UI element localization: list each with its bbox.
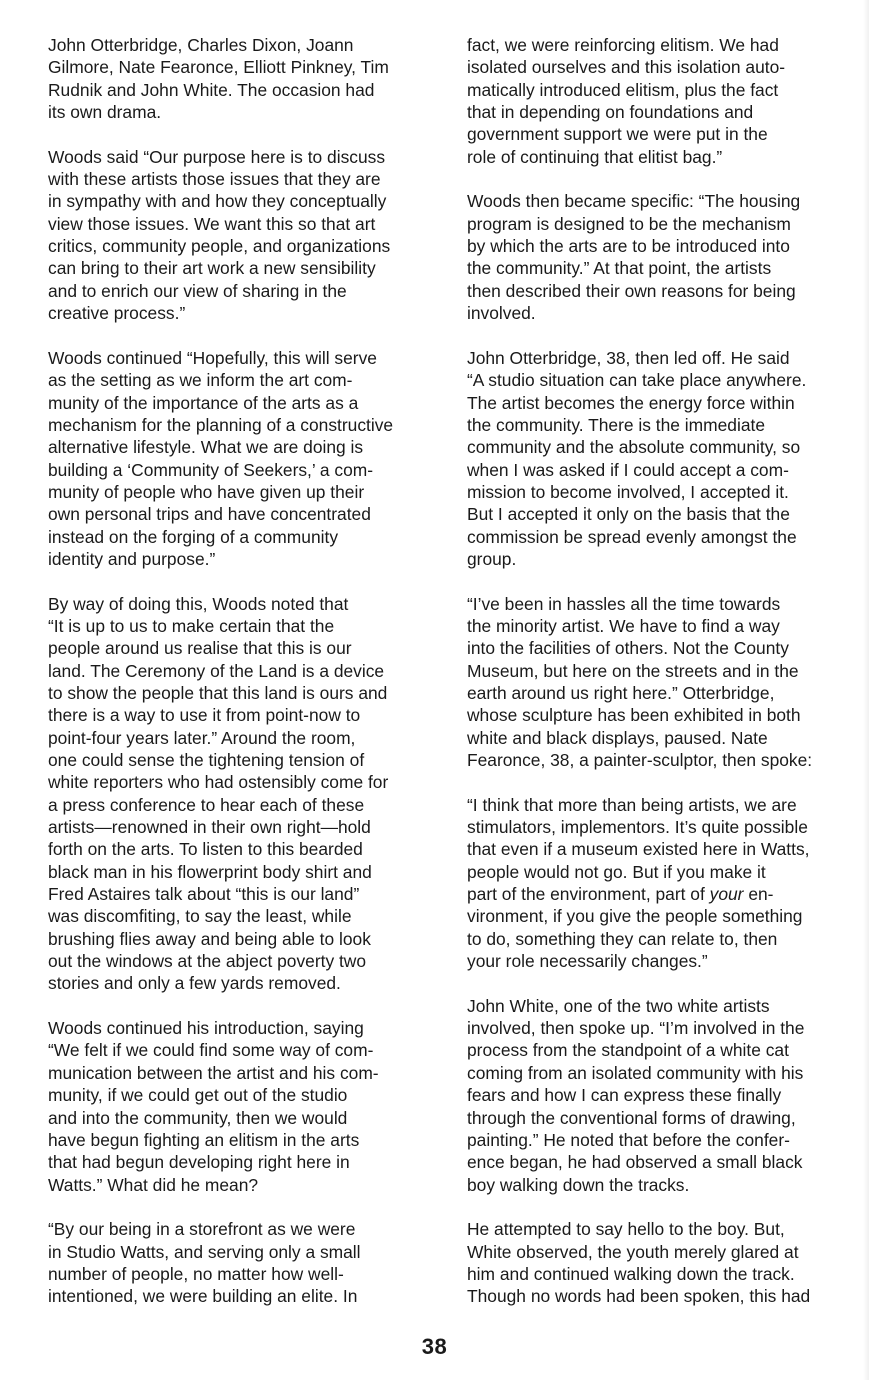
text-line: isolated ourselves and this isolation auto-: [467, 57, 786, 78]
text-line: whose sculpture has been exhibited in both: [467, 705, 801, 726]
paragraph-gap: [48, 123, 438, 145]
text-line: munity, if we could get out of the studio: [48, 1085, 348, 1106]
text-line: Watts.” What did he mean?: [48, 1174, 259, 1195]
text-line: John Otterbridge, 38, then led off. He said: [467, 347, 790, 368]
page-number: 38: [421, 1334, 448, 1359]
text-line: government support we were put in the: [467, 124, 768, 145]
text-line: black man in his flowerprint body shirt and: [48, 861, 372, 882]
text-line: people would not go. But if you make it: [467, 861, 766, 882]
text-line: with these artists those issues that they are: [48, 169, 381, 190]
text-line: fears and how I can express these finally: [467, 1085, 782, 1106]
text-line: that had begun developing right here in: [48, 1152, 350, 1173]
text-line: and to enrich our view of sharing in the: [48, 280, 347, 301]
text-line: brushing flies away and being able to look: [48, 928, 371, 949]
text-line: John White, one of the two white artists: [467, 995, 770, 1016]
text-line: group.: [467, 548, 517, 569]
text-line: have begun fighting an elitism in the arts: [48, 1129, 360, 1150]
text-line: land. The Ceremony of the Land is a device: [48, 660, 385, 681]
text-line: The artist becomes the energy force within: [467, 392, 795, 413]
text-line: out the windows at the abject poverty two: [48, 951, 367, 972]
text-line: “I’ve been in hassles all the time towards: [467, 593, 781, 614]
text-line: as the setting as we inform the art com-: [48, 370, 353, 391]
text-line: program is designed to be the mechanism: [467, 213, 791, 234]
text-line: coming from an isolated community with his: [467, 1062, 804, 1083]
text-line: the community. There is the immediate: [467, 414, 766, 435]
text-line: people around us realise that this is our: [48, 638, 352, 659]
text-line: White observed, the youth merely glared at: [467, 1241, 799, 1262]
text-line: then described their own reasons for being: [467, 280, 796, 301]
text-line: one could sense the tightening tension of: [48, 750, 365, 770]
text-line: By way of doing this, Woods noted that: [48, 593, 349, 614]
text-line: that in depending on foundations and: [467, 102, 754, 123]
text-line: can bring to their art work a new sensibility: [48, 258, 376, 279]
text-line: white and black displays, paused. Nate: [467, 727, 768, 748]
paragraph-gap: [467, 1196, 857, 1218]
text-line: to show the people that this land is ours and: [48, 682, 388, 703]
text-line: Though no words had been spoken, this had: [467, 1286, 811, 1307]
text-line: involved, then spoke up. “I’m involved in the: [467, 1018, 805, 1039]
text-line: in sympathy with and how they conceptually: [48, 191, 387, 212]
text-line: stories and only a few yards removed.: [48, 973, 341, 994]
text-line: “A studio situation can take place anywhere.: [467, 370, 807, 391]
text-line: community and the absolute community, so: [467, 437, 801, 458]
text-line: mission to become involved, I accepted it.: [467, 481, 789, 502]
text-line: Gilmore, Nate Fearonce, Elliott Pinkney, Tim: [48, 57, 389, 78]
paragraph-gap: [48, 324, 438, 346]
text-line: to do, something they can relate to, then: [467, 928, 778, 949]
text-line: But I accepted it only on the basis that the: [467, 504, 790, 525]
text-line: munity of people who have given up their: [48, 481, 365, 502]
text-line: part of the environment, part of your en-: [467, 884, 774, 905]
text-line: white reporters who had ostensibly come for: [48, 772, 389, 793]
text-line: into the facilities of others. Not the County: [467, 638, 789, 659]
text-line: that even if a museum existed here in Watts,: [467, 839, 810, 860]
text-line: process from the standpoint of a white cat: [467, 1040, 789, 1061]
paragraph-gap: [467, 168, 857, 190]
paragraph-gap: [467, 570, 857, 592]
text-line: the community.” At that point, the artists: [467, 258, 772, 279]
text-line: forth on the arts. To listen to this bearded: [48, 839, 363, 860]
text-line: munication between the artist and his com-: [48, 1062, 379, 1083]
text-line: alternative lifestyle. What we are doing is: [48, 437, 364, 458]
text-line: Woods continued his introduction, saying: [48, 1018, 364, 1039]
text-line: role of continuing that elitist bag.”: [467, 146, 723, 167]
paragraph-gap: [48, 570, 438, 592]
text-line: in Studio Watts, and serving only a small: [48, 1241, 361, 1262]
text-line: there is a way to use it from point-now to: [48, 705, 361, 726]
text-line: stimulators, implementors. It’s quite possible: [467, 817, 808, 838]
text-line: Rudnik and John White. The occasion had: [48, 79, 375, 100]
text-line: earth around us right here.” Otterbridge,: [467, 682, 775, 703]
text-line: by which the arts are to be introduced into: [467, 236, 790, 257]
text-line: fact, we were reinforcing elitism. We had: [467, 35, 779, 55]
text-line: creative process.”: [48, 303, 186, 324]
text-line: Woods continued “Hopefully, this will serve: [48, 347, 377, 368]
text-line: Woods then became specific: “The housing: [467, 191, 801, 212]
text-line: a press conference to hear each of these: [48, 794, 365, 815]
text-line: matically introduced elitism, plus the fact: [467, 79, 779, 100]
text-line: boy walking down the tracks.: [467, 1174, 690, 1195]
paragraph-gap: [48, 1196, 438, 1218]
text-line: point-four years later.” Around the room,: [48, 727, 356, 748]
text-line: munity of the importance of the arts as a: [48, 392, 359, 413]
text-line: “I think that more than being artists, we are: [467, 794, 797, 815]
paragraph-gap: [48, 995, 438, 1017]
text-line: intentioned, we were building an elite. In: [48, 1286, 358, 1307]
text-line: Fearonce, 38, a painter-sculptor, then spoke:: [467, 750, 813, 770]
text-line: Museum, but here on the streets and in the: [467, 660, 799, 681]
text-line: ence began, he had observed a small black: [467, 1152, 803, 1173]
text-line: when I was asked if I could accept a com-: [467, 459, 789, 480]
text-line: mechanism for the planning of a constructive: [48, 414, 394, 435]
text-line: building a ‘Community of Seekers,’ a com-: [48, 459, 374, 480]
text-line: “It is up to us to make certain that the: [48, 615, 335, 636]
text-line: Woods said “Our purpose here is to discuss: [48, 146, 386, 167]
text-line: He attempted to say hello to the boy. But,: [467, 1219, 785, 1240]
text-line: number of people, no matter how well-: [48, 1263, 344, 1284]
text-line: commission be spread evenly amongst the: [467, 526, 797, 547]
page-edge-shadow: [863, 0, 869, 1380]
text-line: involved.: [467, 303, 536, 324]
text-line: was discomfiting, to say the least, while: [48, 906, 352, 927]
text-line: view those issues. We want this so that art: [48, 213, 376, 234]
text-line: Fred Astaires talk about “this is our land”: [48, 884, 360, 905]
text-line: John Otterbridge, Charles Dixon, Joann: [48, 35, 354, 55]
text-line: the minority artist. We have to find a way: [467, 615, 780, 636]
text-line: him and continued walking down the track.: [467, 1263, 795, 1284]
text-line: identity and purpose.”: [48, 548, 216, 569]
text-line: and into the community, then we would: [48, 1107, 348, 1128]
text-line: painting.” He noted that before the confer-: [467, 1129, 790, 1150]
text-line: artists—renowned in their own right—hold: [48, 817, 371, 838]
text-line: vironment, if you give the people something: [467, 906, 803, 927]
text-line: instead on the forging of a community: [48, 526, 339, 547]
right-text-column: [467, 34, 857, 1308]
paragraph-gap: [467, 771, 857, 793]
text-line: critics, community people, and organizations: [48, 236, 391, 257]
text-line: “By our being in a storefront as we were: [48, 1219, 356, 1240]
text-line: “We felt if we could find some way of com-: [48, 1040, 374, 1061]
paragraph-gap: [467, 972, 857, 994]
left-text-column: [48, 34, 438, 1308]
text-line: your role necessarily changes.”: [467, 951, 708, 972]
text-line: own personal trips and have concentrated: [48, 504, 371, 525]
text-line: its own drama.: [48, 102, 162, 123]
text-line: through the conventional forms of drawing,: [467, 1107, 796, 1128]
paragraph-gap: [467, 324, 857, 346]
